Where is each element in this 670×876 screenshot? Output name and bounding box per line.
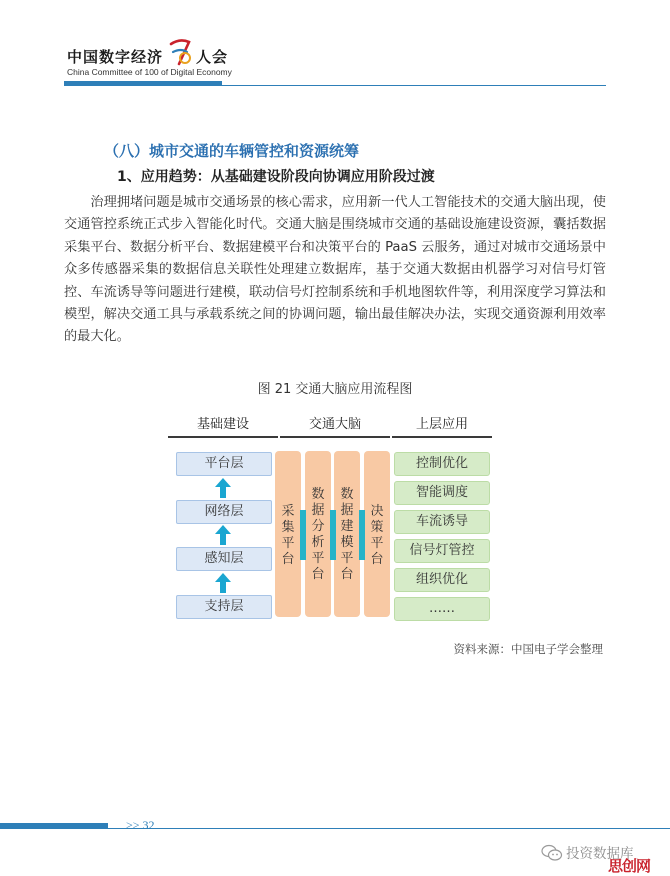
body-paragraph: 治理拥堵问题是城市交通场景的核心需求，应用新一代人工智能技术的交通大脑出现，使交通管控系统正式步入智能化时代。交通大脑是围绕城市交通的基础设施建设资源，囊括数据采集平台、数据分析平台、数据建模平台和决策平台的 PaaS 云服务，通过对城市交通场景中众多传感器采集的数据信息关联性处理建立数据库，基于交通大数据由机器学习对信号灯管控、车流诱导等问题进行建模，联动信号灯控制系统和手机地图软件等，利用深度学习算法和模型，解决交通工具与承载系统之间的协调问题，输出最佳解决办法，实现交通资源利用效率的最大化。 — [64, 195, 606, 345]
wechat-icon — [541, 844, 563, 862]
column-header-label: 交通大脑 — [308, 417, 361, 432]
platform-label: 决 策 平 台 — [370, 504, 384, 567]
app-smart-dispatch: 智能调度 — [394, 481, 490, 505]
column-header-label: 上层应用 — [415, 417, 468, 432]
page-number: >> 32 — [126, 818, 155, 832]
platform-label: 数 据 分 析 平 台 — [311, 487, 325, 582]
layer-platform: 平台层 — [176, 452, 272, 476]
header-rule — [64, 85, 606, 86]
up-arrow-icon — [214, 477, 232, 499]
up-arrow-icon — [214, 572, 232, 594]
watermark-logo: 思创网 — [608, 857, 651, 875]
figure-source: 资料来源：中国电子学会整理 — [453, 642, 603, 656]
column-header-brain — [280, 414, 390, 438]
platform-label: 采 集 平 台 — [281, 504, 295, 567]
layer-network: 网络层 — [176, 500, 272, 524]
column-header-infrastructure — [168, 414, 278, 438]
org-name-english: China Committee of 100 of Digital Economy — [67, 67, 232, 77]
figure-caption: 图 21 交通大脑应用流程图 — [257, 382, 413, 397]
layer-support: 支持层 — [176, 595, 272, 619]
app-more: …… — [394, 597, 490, 621]
app-traffic-guidance: 车流诱导 — [394, 510, 490, 534]
app-signal-control: 信号灯管控 — [394, 539, 490, 563]
app-control-optimization: 控制优化 — [394, 452, 490, 476]
layer-perception: 感知层 — [176, 547, 272, 571]
section-heading: （八）城市交通的车辆管控和资源统筹 — [104, 142, 360, 160]
footer-rule — [0, 828, 670, 829]
column-header-apps — [392, 414, 492, 438]
logo-100-icon — [167, 38, 193, 68]
org-name-suffix: 人会 — [196, 48, 229, 66]
app-organization-optimization: 组织优化 — [394, 568, 490, 592]
column-header-label: 基础建设 — [196, 417, 249, 432]
platform-label: 数 据 建 模 平 台 — [340, 487, 354, 582]
watermark-text: 投资数据库 — [566, 846, 634, 862]
up-arrow-icon — [214, 524, 232, 546]
org-name: 中国数字经济 — [67, 48, 164, 66]
sub-heading: 1、应用趋势：从基础建设阶段向协调应用阶段过渡 — [117, 169, 435, 185]
